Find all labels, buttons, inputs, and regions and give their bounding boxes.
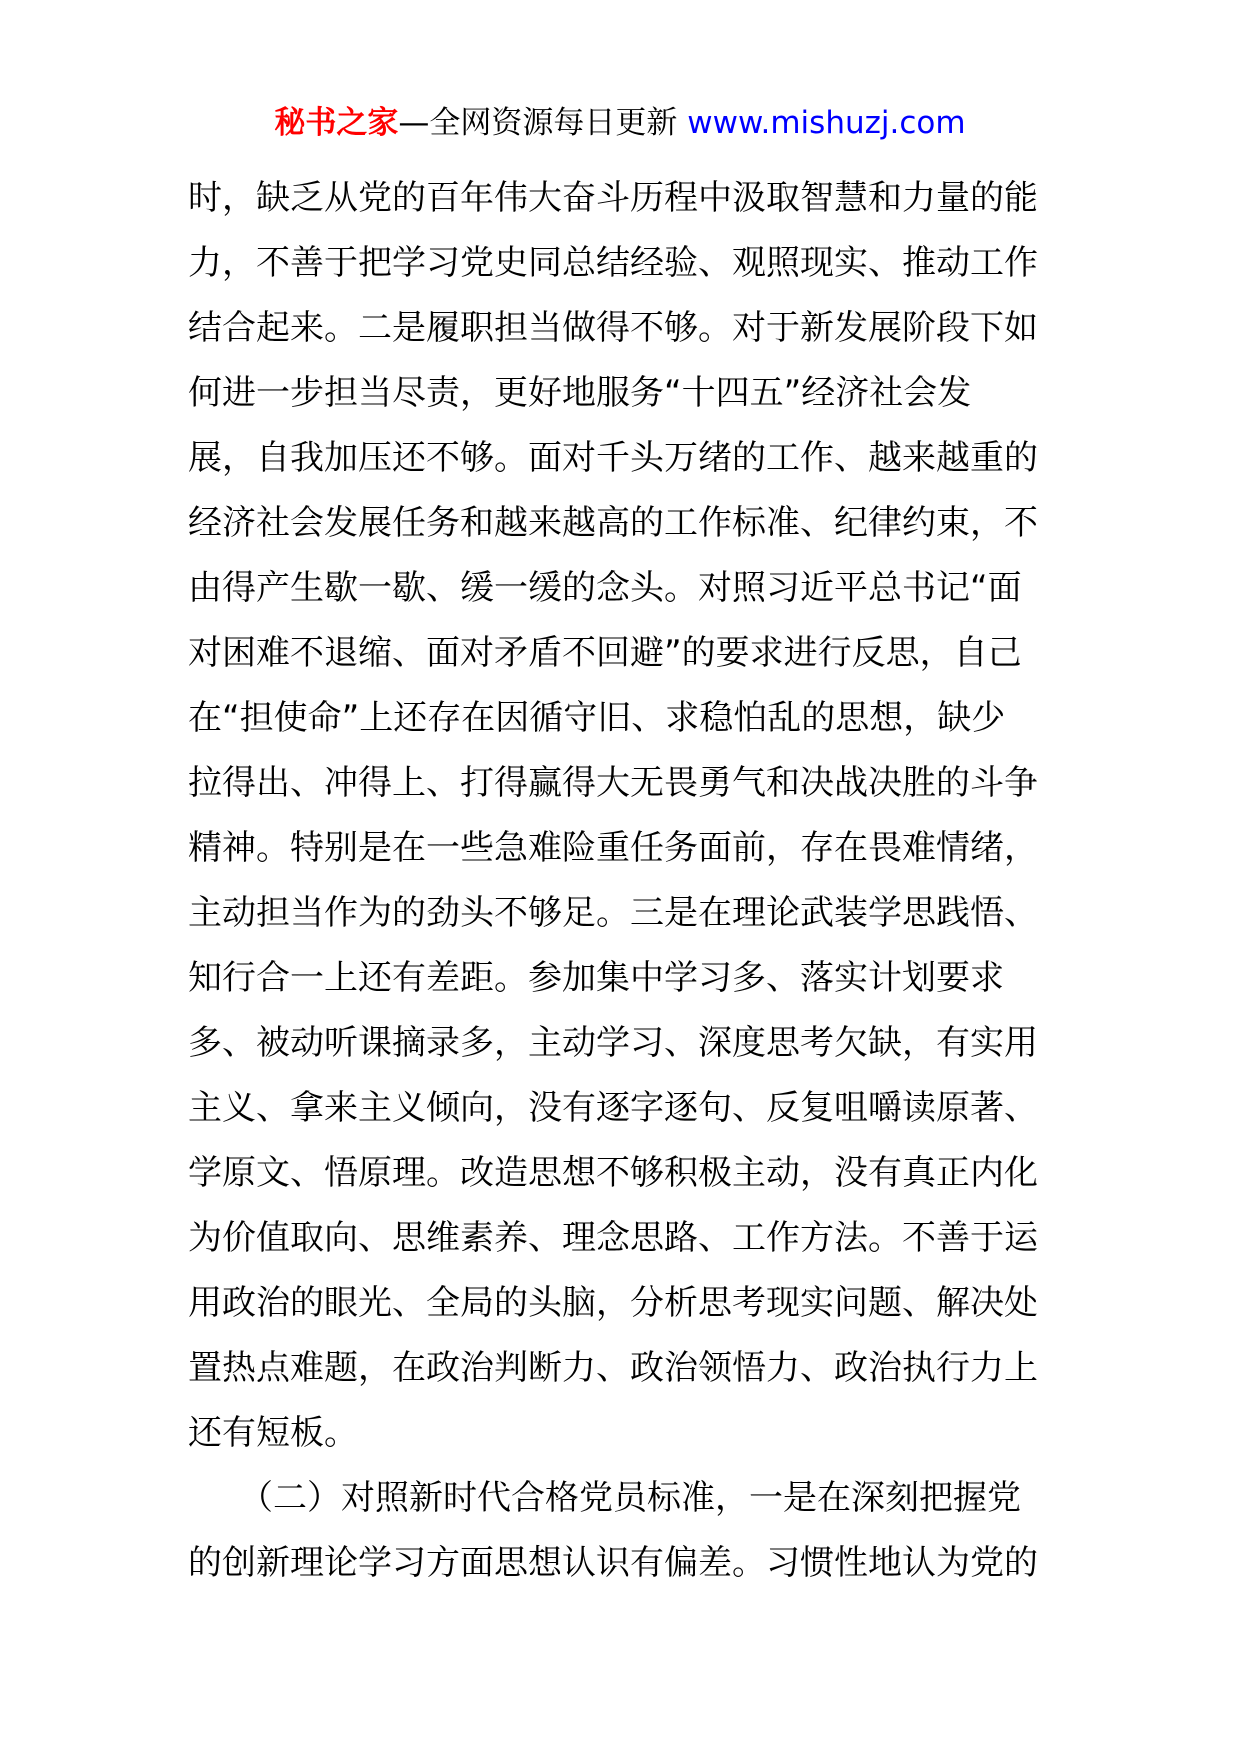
text-line: 多、被动听课摘录多，主动学习、深度思考欠缺，有实用 [188,1023,1038,1063]
text-line: 拉得出、冲得上、打得赢得大无畏勇气和决战决胜的斗争 [188,763,1038,803]
text-line: 还有短板。 [188,1413,358,1453]
site-brand: 秘书之家 [274,105,399,141]
text-line: 对困难不退缩、面对矛盾不回避”的要求进行反思，自己 [188,633,1022,673]
text-line: 主动担当作为的劲头不够足。三是在理论武装学思践悟、 [188,893,1038,933]
text-line: 精神。特别是在一些急难险重任务面前，存在畏难情绪， [188,828,1038,868]
text-line: 结合起来。二是履职担当做得不够。对于新发展阶段下如 [188,308,1038,348]
text-line: 为价值取向、思维素养、理念思路、工作方法。不善于运 [188,1218,1038,1258]
text-line: （二）对照新时代合格党员标准，一是在深刻把握党 [188,1478,1021,1518]
site-tagline: —全网资源每日更新 [398,105,688,141]
text-line: 时，缺乏从党的百年伟大奋斗历程中汲取智慧和力量的能 [188,178,1038,218]
text-line: 经济社会发展任务和越来越高的工作标准、纪律约束，不 [188,503,1038,543]
text-line: 主义、拿来主义倾向，没有逐字逐句、反复咀嚼读原著、 [188,1088,1038,1128]
text-line: 的创新理论学习方面思想认识有偏差。习惯性地认为党的 [188,1543,1038,1583]
page-header [0,100,1240,146]
text-line: 知行合一上还有差距。参加集中学习多、落实计划要求 [188,958,1004,998]
body-text [188,166,1068,1596]
site-url-link[interactable]: www.mishuzj.com [687,105,966,141]
text-line: 何进一步担当尽责，更好地服务“十四五”经济社会发 [188,373,972,413]
text-line: 展，自我加压还不够。面对千头万绪的工作、越来越重的 [188,438,1038,478]
text-line: 学原文、悟原理。改造思想不够积极主动，没有真正内化 [188,1153,1038,1193]
text-line: 在“担使命”上还存在因循守旧、求稳怕乱的思想，缺少 [188,698,1006,738]
text-line: 由得产生歇一歇、缓一缓的念头。对照习近平总书记“面 [188,568,1022,608]
text-line: 置热点难题，在政治判断力、政治领悟力、政治执行力上 [188,1348,1038,1388]
text-line: 力，不善于把学习党史同总结经验、观照现实、推动工作 [188,243,1038,283]
text-line: 用政治的眼光、全局的头脑，分析思考现实问题、解决处 [188,1283,1038,1323]
